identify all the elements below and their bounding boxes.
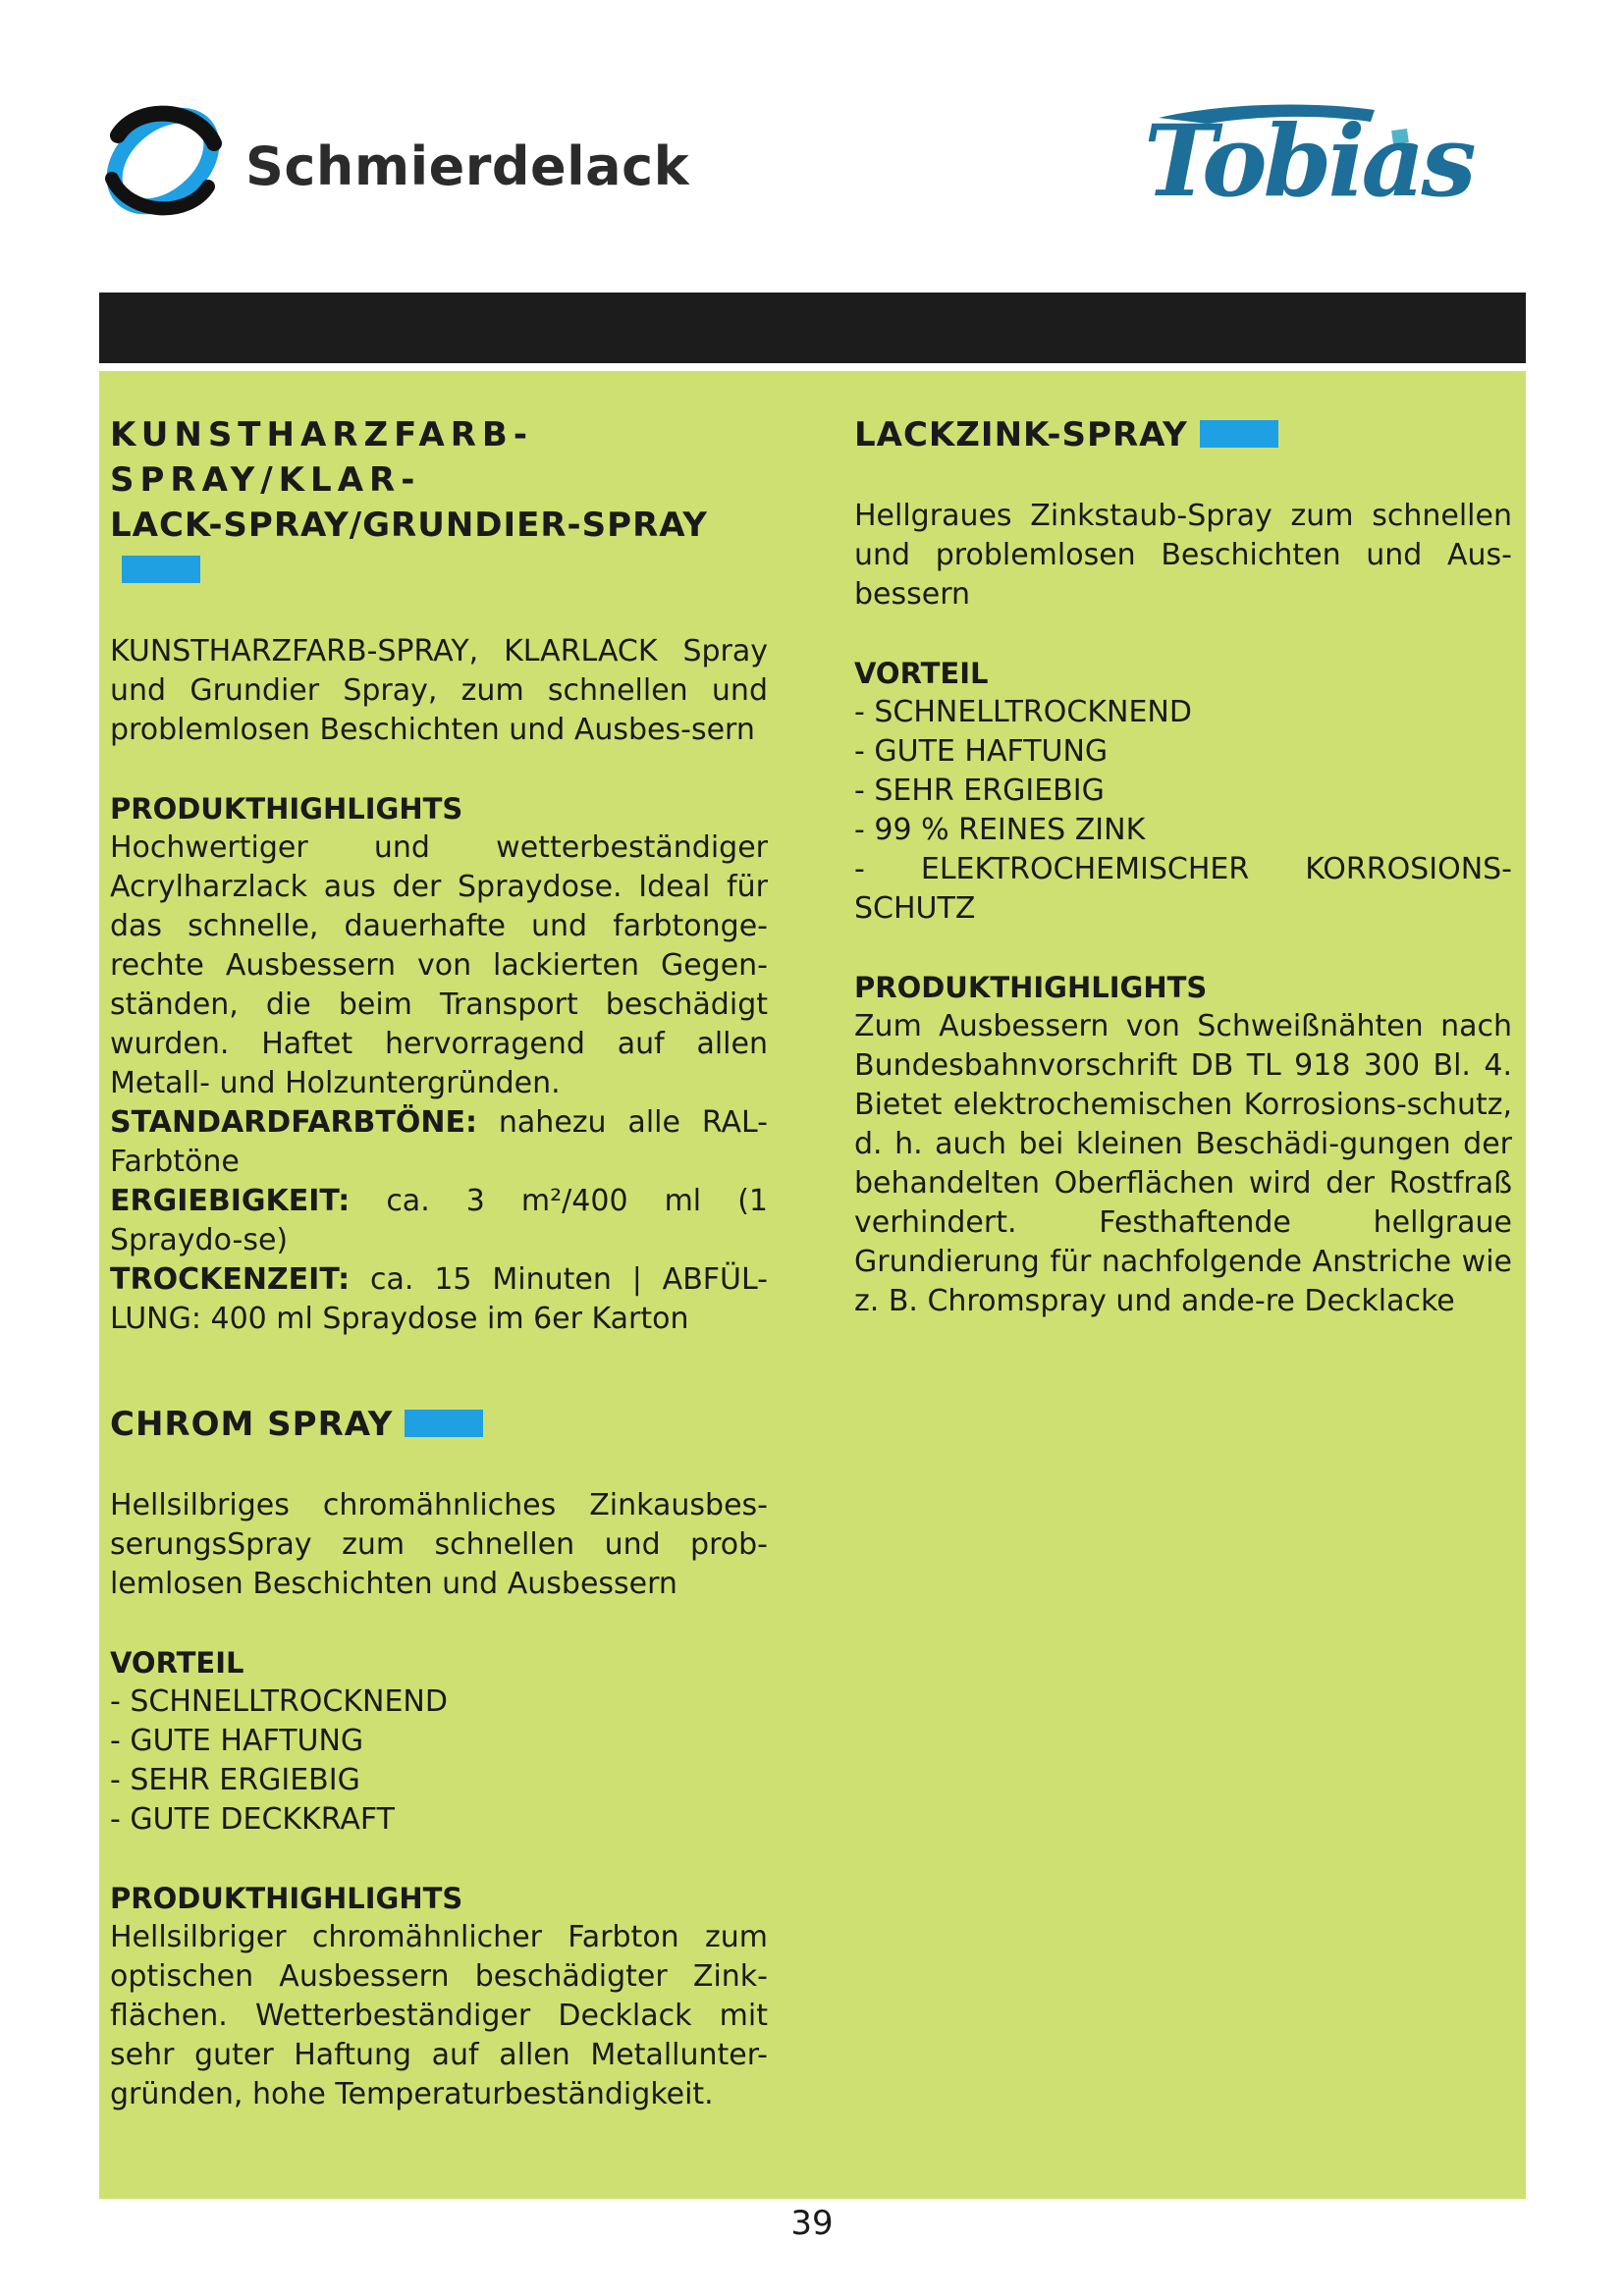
page-header bbox=[0, 0, 1624, 285]
schmierdelack-logo-icon bbox=[98, 96, 228, 226]
list-item: - GUTE HAFTUNG bbox=[110, 1724, 364, 1758]
list-item: - GUTE DECKKRAFT bbox=[110, 1802, 395, 1837]
drying-time: TROCKENZEIT: ca. 15 Minuten | ABFÜL-LUNG: 400 ml Spraydose im 6er Karton bbox=[110, 1262, 768, 1336]
list-item: - GUTE HAFTUNG bbox=[854, 734, 1109, 769]
section-intro: KUNSTHARZFARB-SPRAY, KLARLACK Spray und Grundier Spray, zum schnellen und problemlosen Beschichten und Ausbes-sern bbox=[110, 634, 768, 747]
blue-tag-marker bbox=[1200, 420, 1278, 448]
section-title-line2: LACK-SPRAY/GRUNDIER-SPRAY bbox=[110, 503, 768, 593]
page-number: 39 bbox=[790, 2204, 834, 2243]
highlights-text: Zum Ausbessern von Schweißnähten nach Bundesbahnvorschrift DB TL 918 300 Bl. 4. Bietet elektrochemischen Korrosions-schutz, d. h. auch bei kleinen Beschädi-gungen der behandelten Oberflächen wird der Rostfraß verhindert. Festhaftende hellgraue Grundierung für nachfolgende Anstriche wie z. B. Chromspray und ande-re Decklacke bbox=[854, 1009, 1512, 1318]
highlights-text: Hochwertiger und wetterbeständiger Acrylharzlack aus der Spraydose. Ideal für das schnelle, dauerhafte und farbtonge-rechte Ausbessern von lackierten Gegen-ständen, die beim Transport beschädigt wurden. Haftet hervorragend auf allen Metall- und Holzuntergründen. bbox=[110, 830, 768, 1100]
highlights-text: Hellsilbriger chromähnlicher Farbton zum optischen Ausbessern beschädigter Zink-flächen. Wetterbeständiger Decklack mit sehr guter Haftung auf allen Metallunter-gründen, hohe Temperaturbeständigkeit. bbox=[110, 1920, 768, 2111]
blue-tag-marker bbox=[122, 556, 200, 583]
highlights-heading: PRODUKTHIGHLIGHTS bbox=[110, 792, 463, 826]
advantage-heading: VORTEIL bbox=[110, 1646, 244, 1680]
section-chrom-spray bbox=[110, 1402, 768, 2114]
list-item: - SCHNELLTROCKNEND bbox=[110, 1684, 448, 1719]
blue-tag-marker bbox=[405, 1410, 483, 1437]
list-item: - 99 % REINES ZINK bbox=[854, 813, 1146, 847]
list-item: - SCHNELLTROCKNEND bbox=[854, 695, 1192, 729]
section-intro: Hellgraues Zinkstaub-Spray zum schnellen und problemlosen Beschichten und Aus-bessern bbox=[854, 499, 1512, 612]
section-kunstharzfarb-spray bbox=[110, 412, 768, 1339]
section-title: CHROM SPRAY bbox=[110, 1402, 768, 1447]
tobias-logo-text: Tobias bbox=[1144, 103, 1473, 219]
list-item: - SEHR ERGIEBIG bbox=[854, 774, 1105, 808]
section-lackzink-spray bbox=[854, 412, 1512, 1321]
header-bar bbox=[99, 293, 1526, 363]
yield: ERGIEBIGKEIT: ca. 3 m²/400 ml (1 Spraydo-se) bbox=[110, 1184, 768, 1257]
highlights-heading: PRODUKTHIGHLIGHTS bbox=[854, 971, 1208, 1004]
list-item: - SEHR ERGIEBIG bbox=[110, 1763, 360, 1797]
advantage-heading: VORTEIL bbox=[854, 657, 989, 690]
highlights-heading: PRODUKTHIGHLIGHTS bbox=[110, 1882, 463, 1915]
standard-colors: STANDARDFARBTÖNE: nahezu alle RAL-Farbtöne bbox=[110, 1105, 768, 1179]
section-intro: Hellsilbriges chromähnliches Zinkausbes-serungsSpray zum schnellen und prob-lemlosen Beschichten und Ausbessern bbox=[110, 1488, 768, 1601]
section-title: LACKZINK-SPRAY bbox=[854, 412, 1512, 457]
section-title-line1: KUNSTHARZFARB-SPRAY/KLAR- bbox=[110, 415, 533, 500]
list-item: - ELEKTROCHEMISCHER KORROSIONS-SCHUTZ bbox=[854, 852, 1512, 926]
brand-name: Schmierdelack bbox=[245, 135, 690, 197]
